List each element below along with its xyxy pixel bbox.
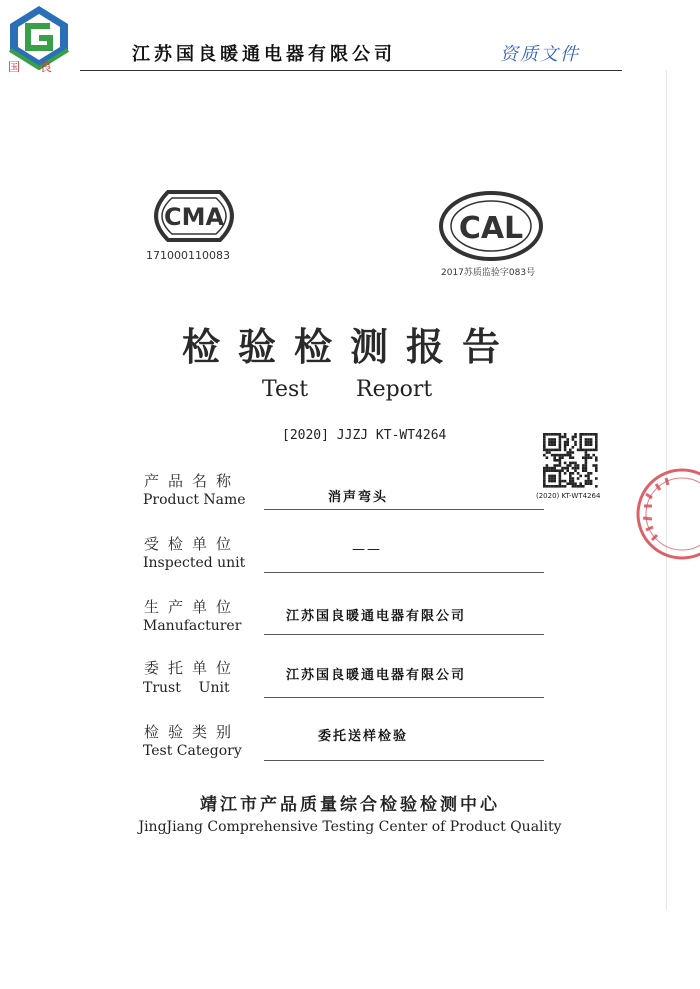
logo-text: 国良 [8,60,73,74]
field-label-en-inspected-unit: Inspected unit [143,555,246,571]
report-title-cn: 检验检测报告 [181,325,518,369]
field-label-en-test-category: Test Category [143,743,242,759]
field-label-cn-inspected-unit: 受检单位 [144,535,241,553]
field-value-trust-unit: 江苏国良暖通电器有限公司 [286,668,467,683]
field-label-en-product-name: Product Name [143,492,246,508]
cal-number: 2017苏质监验字083号 [441,268,536,278]
testing-center-name-en: JingJiang Comprehensive Testing Center of Product Quality [138,819,562,835]
company-header: 江苏国良暖通电器有限公司 [132,44,396,65]
testing-center-name-cn: 靖江市产品质量综合检验检测中心 [200,795,500,815]
field-underline [264,697,544,698]
report-title-en-report: Report [356,377,433,402]
field-value-product-name: 消声弯头 [328,490,389,505]
document-type-label: 资质文件 [500,44,580,65]
official-stamp-icon [626,464,700,564]
field-label-en-trust-unit: Trust Unit [143,680,230,696]
qr-caption: (2020) KT-WT4264 [536,492,601,500]
field-value-inspected-unit: —— [352,542,382,557]
cal-seal-text: CAL [458,211,524,246]
cma-seal-icon [142,190,246,242]
field-label-cn-product-name: 产品名称 [144,472,241,490]
cal-seal-icon [438,190,544,262]
header-divider [80,70,622,71]
report-title-en-test: Test [262,377,309,402]
field-label-cn-trust-unit: 委托单位 [144,659,241,677]
report-number: [2020] JJZJ KT-WT4264 [282,428,447,443]
cma-number: 171000110083 [146,249,230,262]
qr-code-icon [540,432,602,490]
field-label-cn-test-category: 检验类别 [144,723,241,741]
field-underline [264,572,544,573]
field-value-test-category: 委托送样检验 [318,729,409,744]
field-label-cn-manufacturer: 生产单位 [144,598,241,616]
field-label-en-manufacturer: Manufacturer [143,618,242,634]
field-underline [264,634,544,635]
field-underline [264,760,544,761]
field-underline [264,509,544,510]
field-value-manufacturer: 江苏国良暖通电器有限公司 [286,609,467,624]
cma-seal-text: CMA [163,203,225,231]
